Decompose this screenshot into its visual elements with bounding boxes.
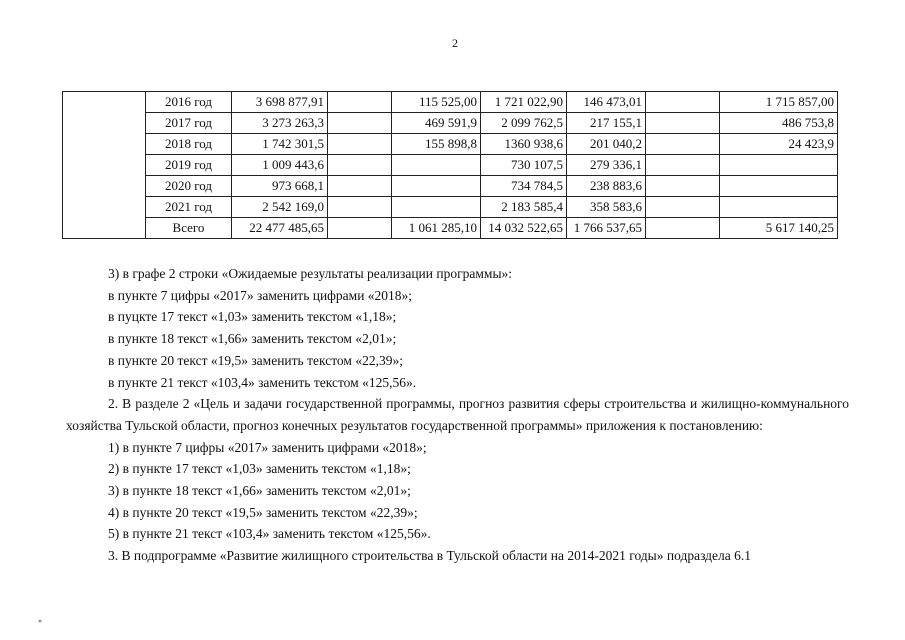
finance-table (62, 91, 838, 239)
table-row (63, 197, 838, 218)
col8-cell (720, 155, 838, 176)
col3-cell (328, 176, 392, 197)
col6-cell: 279 336,1 (567, 155, 646, 176)
col8-cell: 24 423,9 (720, 134, 838, 155)
col4-cell (392, 197, 481, 218)
col8-cell: 1 715 857,00 (720, 92, 838, 113)
col5-cell: 14 032 522,65 (481, 218, 567, 239)
year-cell: 2021 год (146, 197, 232, 218)
paragraph: в пункте 21 текст «103,4» заменить текстом «125,56». (108, 374, 417, 390)
col3-cell (328, 155, 392, 176)
col8-cell: 486 753,8 (720, 113, 838, 134)
page-number: 2 (452, 36, 458, 50)
col4-cell: 469 591,9 (392, 113, 481, 134)
table-row (63, 176, 838, 197)
col7-cell (646, 92, 720, 113)
col5-cell: 734 784,5 (481, 176, 567, 197)
year-cell: 2017 год (146, 113, 232, 134)
paragraph: в пункте 20 текст «19,5» заменить текстом «22,39»; (108, 352, 403, 368)
col7-cell (646, 176, 720, 197)
col5-cell: 1 721 022,90 (481, 92, 567, 113)
col8-cell (720, 176, 838, 197)
paragraph: 1) в пункте 7 цифры «2017» заменить цифрами «2018»; (108, 439, 427, 455)
table-row-total (63, 218, 838, 239)
col7-cell (646, 134, 720, 155)
year-cell: 2020 год (146, 176, 232, 197)
col8-cell: 5 617 140,25 (720, 218, 838, 239)
total-cell: 2 542 169,0 (232, 197, 328, 218)
col6-cell: 201 040,2 (567, 134, 646, 155)
col7-cell (646, 218, 720, 239)
col5-cell: 2 099 762,5 (481, 113, 567, 134)
col8-cell (720, 197, 838, 218)
paragraph: в пуцкте 17 текст «1,03» заменить текстом «1,18»; (108, 309, 397, 325)
col4-cell: 155 898,8 (392, 134, 481, 155)
paragraph: 4) в пункте 20 текст «19,5» заменить текстом «22,39»; (108, 504, 418, 520)
body-text (66, 263, 849, 567)
paragraph: в пункте 18 текст «1,66» заменить текстом «2,01»; (108, 331, 397, 347)
col4-cell (392, 155, 481, 176)
paragraph: 2) в пункте 17 текст «1,03» заменить текстом «1,18»; (108, 461, 411, 477)
col6-cell: 146 473,01 (567, 92, 646, 113)
col3-cell (328, 218, 392, 239)
col5-cell: 730 107,5 (481, 155, 567, 176)
total-cell: 973 668,1 (232, 176, 328, 197)
paragraph: 3. В подпрограмме «Развитие жилищного строительства в Тульской области на 2014-2021 годы» подраздела 6.1 (108, 548, 751, 564)
col6-cell: 238 883,6 (567, 176, 646, 197)
total-cell: 22 477 485,65 (232, 218, 328, 239)
year-cell: Всего (146, 218, 232, 239)
col4-cell: 115 525,00 (392, 92, 481, 113)
col3-cell (328, 92, 392, 113)
col3-cell (328, 113, 392, 134)
col7-cell (646, 113, 720, 134)
col3-cell (328, 134, 392, 155)
total-cell: 3 698 877,91 (232, 92, 328, 113)
year-cell: 2016 год (146, 92, 232, 113)
paragraph: 3) в графе 2 строки «Ожидаемые результаты реализации программы»: (108, 266, 513, 281)
col4-cell (392, 176, 481, 197)
total-cell: 3 273 263,3 (232, 113, 328, 134)
paragraph: 2. В разделе 2 «Цель и задачи государственной программы, прогноз развития сферы строительства и жилищно-коммунального хозяйства Тульской области, прогноз конечных результатов государственной программы» приложения к постановлению: (66, 396, 849, 433)
year-cell: 2019 год (146, 155, 232, 176)
col5-cell: 1360 938,6 (481, 134, 567, 155)
year-cell: 2018 год (146, 134, 232, 155)
paragraph: 5) в пункте 21 текст «103,4» заменить текстом «125,56». (108, 526, 431, 542)
col3-cell (328, 197, 392, 218)
col4-cell: 1 061 285,10 (392, 218, 481, 239)
col5-cell: 2 183 585,4 (481, 197, 567, 218)
table-row (63, 155, 838, 176)
col6-cell: 1 766 537,65 (567, 218, 646, 239)
paragraph: 3) в пункте 18 текст «1,66» заменить текстом «2,01»; (108, 483, 411, 499)
col6-cell: 358 583,6 (567, 197, 646, 218)
total-cell: 1 009 443,6 (232, 155, 328, 176)
table-row (63, 134, 838, 155)
table-row (63, 92, 838, 113)
table-row (63, 113, 838, 134)
col7-cell (646, 197, 720, 218)
col7-cell (646, 155, 720, 176)
total-cell: 1 742 301,5 (232, 134, 328, 155)
col6-cell: 217 155,1 (567, 113, 646, 134)
merged-label-cell (63, 92, 146, 239)
paragraph: в пункте 7 цифры «2017» заменить цифрами «2018»; (108, 287, 413, 303)
scan-mark: * (38, 618, 42, 627)
